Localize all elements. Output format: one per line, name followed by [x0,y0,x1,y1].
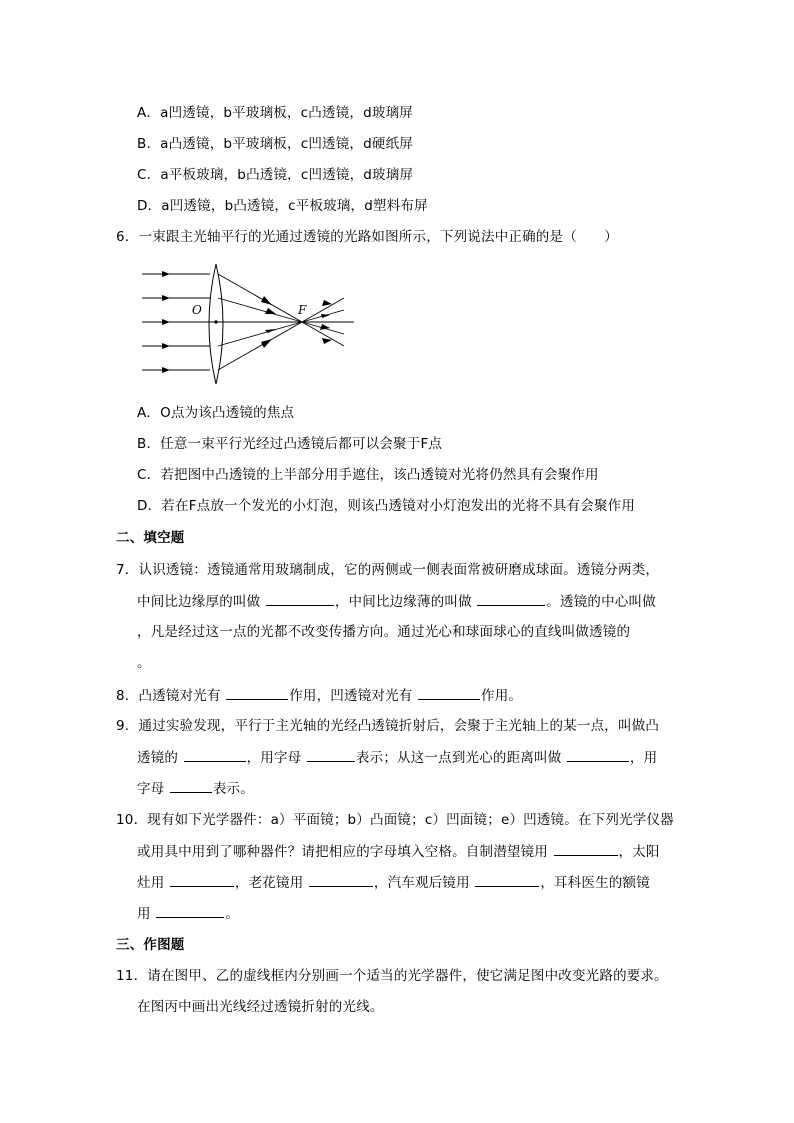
q6-option-a: A．O点为该凸透镜的焦点 [137,405,295,421]
q8-line: 8．凸透镜对光有 作用，凹透镜对光有 作用。 [116,688,523,704]
q7-line-3: ，凡是经过这一点的光都不改变传播方向。通过光心和球面球心的直线叫做透镜的 [137,624,631,640]
blank[interactable] [475,873,539,887]
section-2-title: 二、填空题 [116,530,185,546]
blank[interactable] [418,686,480,700]
q10-line-2: 或用具中用到了哪种器件？请把相应的字母填入空格。自制潜望镜用 ，太阳 [137,844,660,860]
optical-center-dot [214,320,217,323]
blank[interactable] [477,592,545,606]
q9-line-2: 透镜的 ，用字母 表示；从这一点到光心的距离叫做 ，用 [137,750,658,766]
q5-option-b: B．a凸透镜，b平玻璃板，c凹透镜，d硬纸屏 [137,136,413,152]
blank[interactable] [226,686,288,700]
label-o: O [192,303,202,317]
q5-option-a: A．a凹透镜，b平玻璃板，c凸透镜，d玻璃屏 [137,105,413,121]
convex-lens-diagram [138,258,360,390]
q7-line-1: 7．认识透镜：透镜通常用玻璃制成，它的两侧或一侧表面常被研磨成球面。透镜分两类， [116,562,660,578]
q6-option-c: C．若把图中凸透镜的上半部分用手遮住，该凸透镜对光将仍然具有会聚作用 [137,467,599,483]
q11-line-2: 在图丙中画出光线经过透镜折射的光线。 [137,999,384,1015]
q7-line-2: 中间比边缘厚的叫做 ，中间比边缘薄的叫做 。透镜的中心叫做 [137,594,656,610]
q10-line-3: 灶用 ，老花镜用 ，汽车观后镜用 ，耳科医生的额镜 [137,875,650,891]
q10-line-4: 用 。 [137,906,239,922]
blank[interactable] [554,842,618,856]
q5-option-d: D．a凹透镜，b凸透镜，c平板玻璃，d塑料布屏 [137,198,428,214]
blank[interactable] [567,748,629,762]
q7-line-4: 。 [137,655,151,671]
blank[interactable] [156,904,224,918]
q6-option-b: B．任意一束平行光经过凸透镜后都可以会聚于F点 [137,436,443,452]
blank[interactable] [170,873,234,887]
blank[interactable] [309,873,373,887]
q5-option-c: C．a平板玻璃，b凸透镜，c凹透镜，d玻璃屏 [137,167,414,183]
section-3-title: 三、作图题 [116,937,185,953]
q10-line-1: 10．现有如下光学器件：a）平面镜；b）凸面镜；c）凹面镜；e）凹透镜。在下列光学仪器 [116,812,674,828]
q6-stem: 6．一束跟主光轴平行的光通过透镜的光路如图所示，下列说法中正确的是（ ） [116,229,618,245]
blank[interactable] [170,779,212,793]
q9-line-3: 字母 表示。 [137,781,255,797]
blank[interactable] [307,748,355,762]
label-f: F [298,303,307,317]
blank[interactable] [266,592,334,606]
convex-lens-shape [209,264,223,384]
q11-line-1: 11．请在图甲、乙的虚线框内分别画一个适当的光学器件，使它满足图中改变光路的要求。 [116,968,668,984]
q6-option-d: D．若在F点放一个发光的小灯泡，则该凸透镜对小灯泡发出的光将不具有会聚作用 [137,498,636,514]
blank[interactable] [184,748,246,762]
q9-line-1: 9．通过实验发现，平行于主光轴的光经凸透镜折射后，会聚于主光轴上的某一点，叫做凸 [116,718,660,734]
